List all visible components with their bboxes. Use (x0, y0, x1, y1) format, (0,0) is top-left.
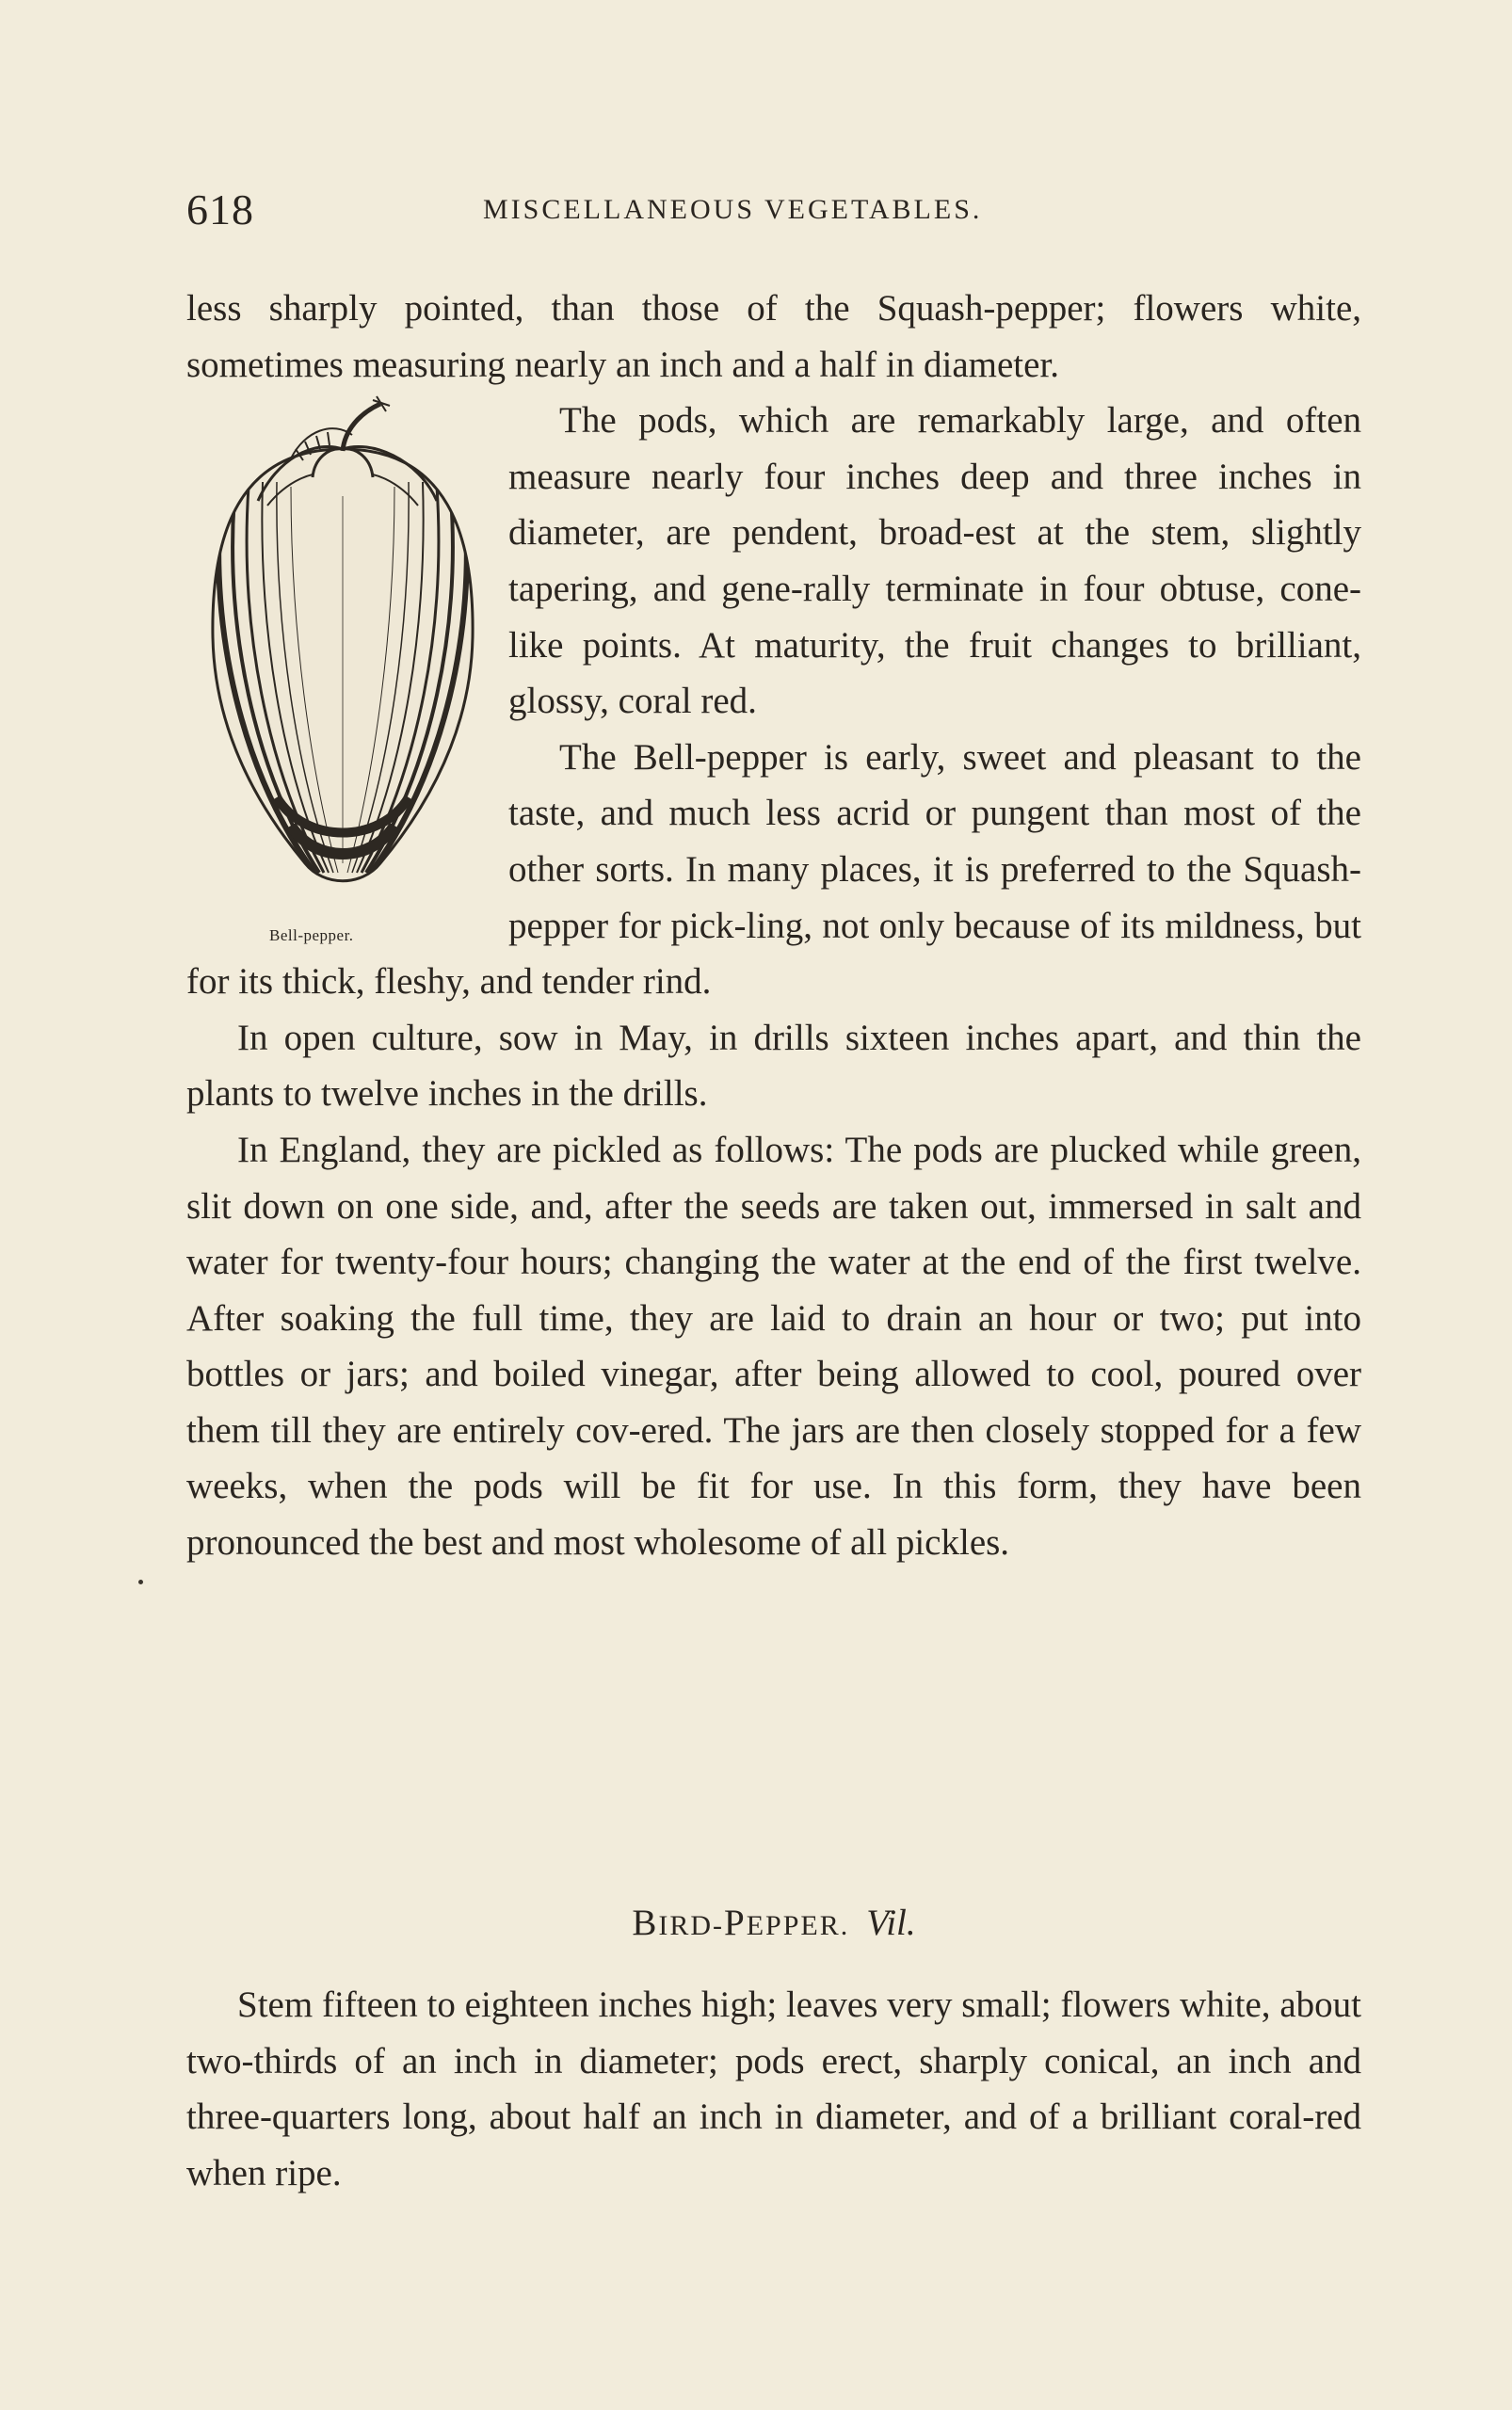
paragraph-bell-pepper: The Bell-pepper is early, sweet and pleasant to the taste, and much less acrid or pungent than most of the other sorts. In many places, it is preferred to the Squash-pepper for pick-ling, not only because of its mildness, but for its thick, fleshy, and tender rind. (186, 736, 1361, 1003)
bell-pepper-icon (201, 393, 484, 920)
heading-smallcaps-1: IRD- (658, 1910, 725, 1941)
heading-letter-b: B (632, 1903, 659, 1943)
margin-mark (138, 1580, 143, 1584)
bell-pepper-figure (186, 393, 488, 948)
main-text (186, 281, 1361, 1571)
paragraph-open-culture: In open culture, sow in May, in drills sixteen inches apart, and thin the plants to twelve inches in the drills. (186, 1017, 1361, 1115)
continued-paragraph: less sharply pointed, than those of the Squash-pepper; flowers white, sometimes measuring nearly an inch and a half in diameter. (186, 288, 1361, 385)
paragraph-bird-pepper: Stem fifteen to eighteen inches high; leaves very small; flowers white, about two-thirds of an inch in diameter; pods erect, sharply conical, an inch and three-quarters long, about half an inch in diameter, and of a brilliant coral-red when ripe. (186, 1984, 1361, 2193)
page-number: 618 (186, 185, 254, 233)
heading-latin-name: Vil. (866, 1903, 916, 1943)
section-text (186, 1977, 1361, 2201)
heading-smallcaps-2: EPPER. (746, 1910, 850, 1941)
paragraph-england: In England, they are pickled as follows: The pods are plucked while green, slit down on one side, and, after the seeds are taken out, immersed in salt and water for twenty-four hours; changing the water at the end of the first twelve. After soaking the full time, they are laid to drain an hour or two; put into bottles or jars; and boiled vinegar, after being allowed to cool, poured over them till they are entirely cov-ered. The jars are then closely stopped for a few weeks, when the pods will be fit for use. In this form, they have been pronounced the best and most wholesome of all pickles. (186, 1129, 1361, 1564)
running-title: MISCELLANEOUS VEGETABLES. (483, 194, 983, 225)
heading-letter-p: P (724, 1903, 747, 1943)
figure-caption: Bell-pepper. (269, 926, 354, 945)
running-head (186, 185, 1363, 241)
section-heading (186, 1902, 1361, 1944)
paragraph-pods: The pods, which are remarkably large, and often measure nearly four inches deep and three inches in diameter, are pendent, broad-est at the stem, slightly tapering, and gene-rally terminate in four obtuse, cone-like points. At maturity, the fruit changes to brilliant, glossy, coral red. (508, 400, 1361, 722)
